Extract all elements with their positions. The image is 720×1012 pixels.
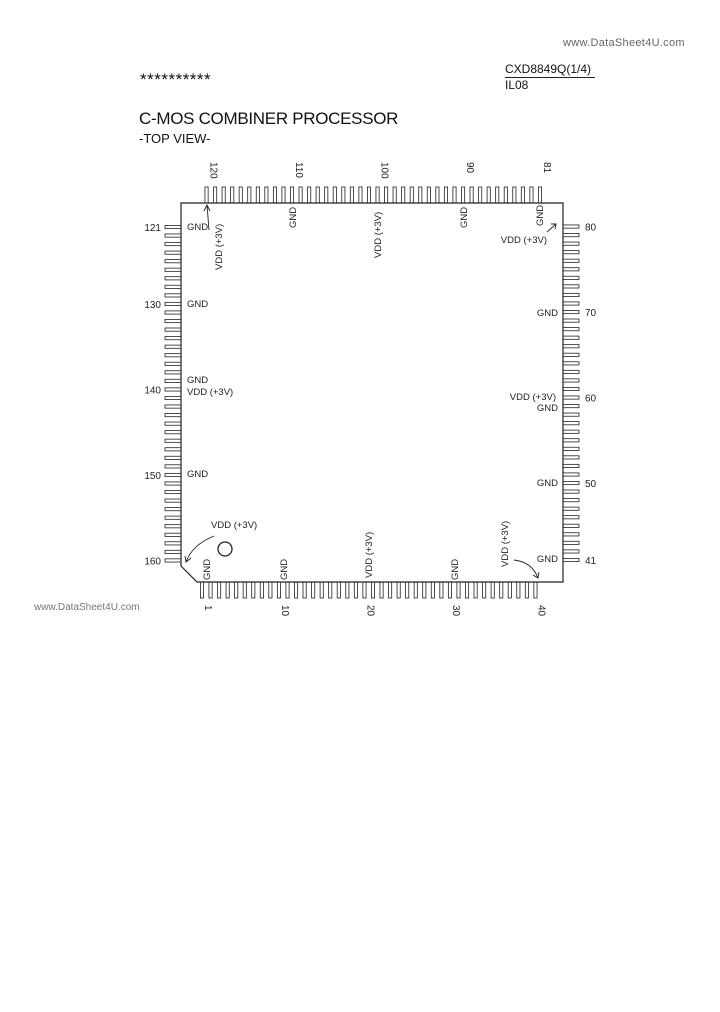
pin-93	[436, 187, 439, 203]
pin-83	[521, 187, 524, 203]
pin-number-right: 50	[585, 479, 597, 491]
pin-54	[563, 447, 579, 450]
pin-105	[333, 187, 336, 203]
pin-100	[376, 187, 379, 203]
pin-66	[563, 345, 579, 348]
pin-number-left: 130	[144, 299, 161, 311]
pin-157	[165, 533, 181, 536]
label-gnd-90: GND	[459, 206, 470, 228]
pin-19	[354, 582, 357, 598]
pin-number-left: 160	[144, 556, 161, 568]
pin-68	[563, 328, 579, 331]
pin-22	[380, 582, 383, 598]
pin-125	[165, 260, 181, 263]
pin-51	[563, 473, 579, 476]
pin-76	[563, 259, 579, 262]
pin-number-bottom: 30	[449, 605, 461, 617]
pin-75	[563, 268, 579, 271]
pin-56	[563, 430, 579, 433]
pin-number-right: 60	[585, 393, 597, 405]
pin-159	[165, 550, 181, 553]
pin-70	[563, 310, 579, 313]
pin-144	[165, 422, 181, 425]
pin-21	[371, 582, 374, 598]
pin-118	[222, 187, 225, 203]
pin-124	[165, 251, 181, 254]
pin-96	[410, 187, 413, 203]
pin-64	[563, 362, 579, 365]
label-vdd-39: VDD (+3V)	[500, 520, 511, 567]
label-gnd-110: GND	[288, 206, 299, 228]
pin-121	[165, 225, 181, 228]
pin-37	[508, 582, 511, 598]
pin-71	[563, 302, 579, 305]
pin-134	[165, 337, 181, 340]
label-gnd-30: GND	[450, 558, 461, 580]
pin-12	[294, 582, 297, 598]
pin-148	[165, 456, 181, 459]
pin-60	[563, 396, 579, 399]
pin-17	[337, 582, 340, 598]
pin-49	[563, 490, 579, 493]
pin-29	[440, 582, 443, 598]
pin-5	[235, 582, 238, 598]
pin-141	[165, 396, 181, 399]
pin-57	[563, 422, 579, 425]
pin-129	[165, 294, 181, 297]
pin-120	[205, 187, 208, 203]
pin-26	[414, 582, 417, 598]
pin-74	[563, 276, 579, 279]
pin-122	[165, 234, 181, 237]
pin-112	[273, 187, 276, 203]
pin-14	[312, 582, 315, 598]
pin-50	[563, 481, 579, 484]
pin-95	[419, 187, 422, 203]
pin-16	[329, 582, 332, 598]
pin-87	[487, 187, 490, 203]
part-number: CXD8849Q(1/4)	[505, 62, 595, 78]
pin-30	[448, 582, 451, 598]
il-number: IL08	[505, 78, 529, 92]
pin-111	[282, 187, 285, 203]
pin-103	[350, 187, 353, 203]
pin-128	[165, 285, 181, 288]
pin-82	[530, 187, 533, 203]
pin-79	[563, 234, 579, 237]
pin-63	[563, 370, 579, 373]
pin-18	[346, 582, 349, 598]
pin-155	[165, 516, 181, 519]
pin-62	[563, 379, 579, 382]
pin-36	[500, 582, 503, 598]
pin-143	[165, 414, 181, 417]
pin-90	[461, 187, 464, 203]
pin-number-bottom: 40	[535, 605, 547, 617]
pin-number-right: 41	[585, 556, 597, 567]
pin-13	[303, 582, 306, 598]
pin-154	[165, 508, 181, 511]
label-gnd-10: GND	[279, 558, 290, 580]
label-gnd-41: GND	[536, 554, 558, 565]
label-gnd-50: GND	[536, 478, 558, 489]
label-vdd-140: VDD (+3V)	[187, 387, 234, 398]
label-vdd-79: VDD (+3V)	[500, 235, 547, 246]
label-gnd-139: GND	[187, 375, 209, 386]
pin-78	[563, 242, 579, 245]
pin-115	[248, 187, 251, 203]
pin-138	[165, 371, 181, 374]
pin-35	[491, 582, 494, 598]
pin-110	[290, 187, 293, 203]
pin-86	[496, 187, 499, 203]
pin-152	[165, 490, 181, 493]
pin-133	[165, 328, 181, 331]
label-gnd-130: GND	[187, 299, 209, 310]
pin-65	[563, 353, 579, 356]
pin-140	[165, 388, 181, 391]
pin-53	[563, 456, 579, 459]
pin-104	[342, 187, 345, 203]
label-vdd-100: VDD (+3V)	[373, 211, 384, 258]
pin-8	[260, 582, 263, 598]
label-vdd-20: VDD (+3V)	[364, 531, 375, 578]
pin-123	[165, 243, 181, 246]
pin-61	[563, 387, 579, 390]
pin-153	[165, 499, 181, 502]
pin-24	[397, 582, 400, 598]
pin-151	[165, 482, 181, 485]
pin-number-top: 81	[541, 162, 552, 174]
pin-number-bottom: 10	[278, 605, 290, 617]
pin-number-right: 70	[585, 308, 597, 320]
pin-20	[363, 582, 366, 598]
pin-80	[563, 225, 579, 228]
pin-11	[286, 582, 289, 598]
pin-number-top: 90	[464, 162, 476, 174]
label-vdd-60: VDD (+3V)	[509, 392, 556, 403]
pin-69	[563, 319, 579, 322]
watermark-top: www.DataSheet4U.com	[563, 37, 685, 49]
pin-131	[165, 311, 181, 314]
pin-107	[316, 187, 319, 203]
pin-91	[453, 187, 456, 203]
pin-58	[563, 413, 579, 416]
pin-45	[563, 524, 579, 527]
pin-43	[563, 541, 579, 544]
pin-47	[563, 507, 579, 510]
label-gnd-70: GND	[536, 308, 558, 319]
pin-number-left: 121	[144, 223, 161, 234]
pin-number-bottom: 1	[202, 605, 213, 611]
pin-109	[299, 187, 302, 203]
pin-137	[165, 362, 181, 365]
pin-108	[308, 187, 311, 203]
pin-145	[165, 431, 181, 434]
pin-97	[402, 187, 405, 203]
pin-99	[385, 187, 388, 203]
pin-1	[200, 582, 203, 598]
pin-89	[470, 187, 473, 203]
pin-77	[563, 251, 579, 254]
pin-31	[457, 582, 460, 598]
pin-84	[513, 187, 516, 203]
pin-10	[277, 582, 280, 598]
pin-117	[231, 187, 234, 203]
pin-73	[563, 285, 579, 288]
pin-135	[165, 345, 181, 348]
label-vdd-119: VDD (+3V)	[214, 223, 225, 270]
pin-106	[325, 187, 328, 203]
pin-15	[320, 582, 323, 598]
pin-88	[479, 187, 482, 203]
label-gnd-1: GND	[202, 558, 213, 580]
header-stars: **********	[140, 70, 212, 89]
pin-114	[256, 187, 259, 203]
pin-41	[563, 558, 579, 561]
pin-98	[393, 187, 396, 203]
pin-7	[252, 582, 255, 598]
pin-3	[218, 582, 221, 598]
pin-119	[214, 187, 217, 203]
label-vdd-pin1: VDD (+3V)	[211, 520, 258, 531]
pin-32	[465, 582, 468, 598]
pin-46	[563, 516, 579, 519]
pin-149	[165, 465, 181, 468]
pin-42	[563, 550, 579, 553]
pin-136	[165, 354, 181, 357]
pin-number-bottom: 20	[364, 605, 376, 617]
pin-116	[239, 187, 242, 203]
pin-2	[209, 582, 212, 598]
pin-92	[444, 187, 447, 203]
pin-38	[517, 582, 520, 598]
pin-28	[431, 582, 434, 598]
pin-4	[226, 582, 229, 598]
pin-number-left: 140	[144, 385, 161, 397]
pin-number-top: 120	[207, 162, 219, 179]
pin-34	[483, 582, 486, 598]
view-subtitle: -TOP VIEW-	[139, 131, 211, 146]
pin-40	[534, 582, 537, 598]
pin-48	[563, 499, 579, 502]
pin-27	[423, 582, 426, 598]
pin-39	[525, 582, 528, 598]
pin-23	[389, 582, 392, 598]
label-gnd-121: GND	[187, 222, 209, 233]
pin-55	[563, 439, 579, 442]
pin-59	[563, 405, 579, 408]
pin-9	[269, 582, 272, 598]
pin-81	[538, 187, 541, 203]
pin-139	[165, 379, 181, 382]
pin-150	[165, 473, 181, 476]
pin-number-top: 100	[378, 162, 390, 179]
pin-85	[504, 187, 507, 203]
pin-142	[165, 405, 181, 408]
pin-160	[165, 559, 181, 562]
label-gnd-150: GND	[187, 469, 209, 480]
pin-25	[406, 582, 409, 598]
pin-94	[427, 187, 430, 203]
pin-132	[165, 319, 181, 322]
pin-102	[359, 187, 362, 203]
pin-72	[563, 293, 579, 296]
pin-44	[563, 533, 579, 536]
watermark-bottom: www.DataSheet4U.com	[34, 602, 140, 613]
pin-126	[165, 268, 181, 271]
pin-127	[165, 277, 181, 280]
pin-6	[243, 582, 246, 598]
pin-33	[474, 582, 477, 598]
pin-158	[165, 542, 181, 545]
pin-number-top: 110	[293, 162, 305, 178]
pin-113	[265, 187, 268, 203]
pin-67	[563, 336, 579, 339]
pin-147	[165, 448, 181, 451]
pin-146	[165, 439, 181, 442]
pin-130	[165, 302, 181, 305]
pin-number-right: 80	[585, 222, 597, 234]
pin-101	[367, 187, 370, 203]
pin-52	[563, 464, 579, 467]
pin-number-left: 150	[144, 470, 161, 482]
pin-156	[165, 525, 181, 528]
page-title: C-MOS COMBINER PROCESSOR	[139, 109, 399, 128]
label-gnd-81: GND	[535, 204, 546, 226]
label-gnd-59: GND	[536, 403, 558, 414]
